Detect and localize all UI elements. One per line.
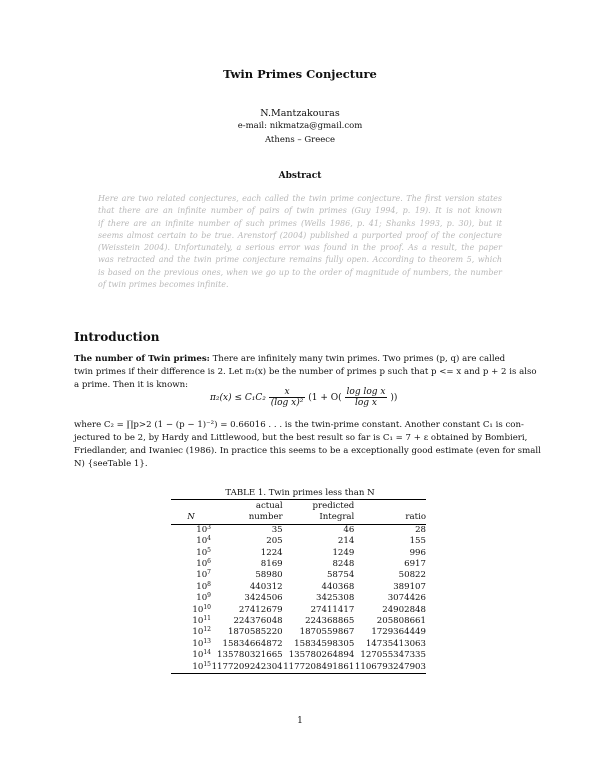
bold-lead: The number of Twin primes:: [74, 354, 210, 364]
power-base: 10: [192, 616, 204, 627]
col-header-actual-1: actual: [255, 501, 283, 511]
power-base: 10: [196, 536, 208, 547]
power-exponent: 7: [207, 569, 211, 577]
abstract-line: that there are an infinite number of pairs of twin primes (Guy 1994, p. 19). It is not known: [98, 206, 502, 216]
fraction: [269, 387, 306, 408]
page-number: 1: [297, 716, 303, 726]
predicted-cell: 135780264894: [288, 650, 355, 661]
predicted-cell: 3425308: [316, 593, 355, 604]
para-text: There are infinitely many twin primes. Two primes (p, q) are called: [209, 354, 506, 364]
abstract-line: (Weisstein 2004). Unfortunately, a serious error was found in the proof. As a result, the paper: [98, 243, 502, 253]
intro-paragraph-2: [74, 419, 541, 471]
power-exponent: 10: [203, 603, 211, 611]
power-base: 10: [196, 524, 208, 535]
power-exponent: 11: [203, 615, 211, 623]
section-heading-introduction: Introduction: [74, 330, 160, 344]
col-header-ratio: ratio: [405, 512, 426, 523]
ratio-cell: 3074426: [387, 593, 426, 604]
actual-cell: 440312: [249, 581, 283, 592]
para-line: Friedlander, and Iwaniec (1986). In practice this seems to be a exceptionally good estimate (even for small: [74, 446, 541, 456]
power-exponent: 6: [207, 558, 211, 566]
predicted-cell: 15834598305: [294, 638, 355, 649]
abstract-heading: Abstract: [278, 171, 322, 181]
ratio-cell: 50822: [398, 570, 426, 581]
n-cell: [171, 524, 211, 536]
para-line: a prime. Then it is known:: [74, 380, 189, 390]
abstract-line: seems almost certain to be true. Arenstorf (2004) published a purported proof of the conjecture: [98, 230, 502, 240]
power-exponent: 13: [203, 637, 211, 645]
ratio-cell: 6917: [404, 559, 426, 570]
power-base: 10: [192, 661, 204, 672]
actual-cell: 1224: [260, 547, 283, 558]
abstract-line: of twin primes becomes infinite.: [98, 280, 229, 290]
formula: [210, 387, 430, 417]
power-base: 10: [196, 559, 208, 570]
ratio-cell: 28: [415, 524, 426, 535]
col-header-predicted-1: predicted: [312, 501, 355, 511]
power-base: 10: [192, 627, 204, 638]
paper-title: Twin Primes Conjecture: [223, 67, 377, 81]
ratio-cell: 127055347335: [360, 650, 426, 661]
actual-cell: 1870585220: [227, 627, 283, 638]
abstract-text: [98, 193, 502, 291]
n-cell: [171, 536, 211, 547]
power-exponent: 12: [203, 626, 211, 634]
actual-cell: 3424506: [244, 593, 283, 604]
actual-cell: 35: [271, 524, 283, 535]
actual-cell: 27412679: [238, 604, 283, 615]
col-header-actual-2: number: [248, 512, 283, 523]
predicted-cell: 440368: [321, 581, 355, 592]
predicted-cell: 1249: [332, 547, 355, 558]
col-header-predicted-2: Integral: [319, 512, 355, 523]
predicted-cell: 58754: [326, 570, 355, 581]
abstract-line: is based on the previous ones, when we go up to the order of magnitude of numbers, the number: [98, 267, 502, 277]
twin-primes-table: [171, 499, 426, 674]
actual-cell: 15834664872: [222, 638, 283, 649]
fraction-numerator: log log x: [346, 387, 386, 397]
power-exponent: 5: [207, 546, 211, 554]
predicted-cell: 27411417: [310, 604, 355, 615]
actual-cell: 205: [266, 536, 283, 547]
para-line: N) {seeTable 1}.: [74, 459, 148, 469]
para-line: where C₂ = ∏p>2 (1 − (p − 1)⁻²) = 0.66016 . . . is the twin-prime constant. Another constant C₁ is con-: [74, 420, 524, 430]
power-base: 10: [192, 638, 204, 649]
fraction-denominator: (log x)²: [270, 398, 304, 408]
power-base: 10: [196, 570, 208, 581]
table-caption: TABLE 1. Twin primes less than N: [225, 488, 375, 498]
predicted-cell: 46: [343, 524, 355, 535]
para-line: twin primes if their difference is 2. Let π₂(x) be the number of primes p such that p <= x and p + 2 is also: [74, 367, 537, 377]
predicted-cell: 8248: [332, 559, 355, 570]
fraction-denominator: log x: [354, 398, 377, 408]
predicted-cell: 1870559867: [299, 627, 355, 638]
abstract-line: was retracted and the twin prime conjecture remains fully open. According to theorem 5, which: [98, 255, 502, 265]
author-name: N.Mantzakouras: [260, 108, 340, 119]
n-cell: [171, 582, 211, 593]
formula-end: )): [390, 393, 398, 403]
n-cell: [171, 570, 211, 581]
fraction-numerator: x: [269, 387, 306, 398]
power-exponent: 15: [203, 660, 211, 668]
power-exponent: 3: [207, 523, 211, 531]
fraction: [345, 387, 388, 408]
actual-cell: 8169: [260, 559, 283, 570]
ratio-cell: 1106793247903: [354, 661, 426, 672]
power-base: 10: [196, 581, 208, 592]
ratio-cell: 389107: [393, 581, 426, 592]
n-cell: [171, 548, 211, 559]
formula-lhs: π₂(x) ≤ C₁C₂: [210, 393, 266, 403]
ratio-cell: 14735413063: [365, 638, 426, 649]
power-base: 10: [196, 593, 208, 604]
n-cell: [171, 662, 211, 674]
ratio-cell: 1729364449: [371, 627, 426, 638]
predicted-cell: 1177208491861: [283, 661, 355, 672]
ratio-cell: 155: [409, 536, 426, 547]
table-row: [171, 662, 426, 674]
power-exponent: 9: [207, 592, 211, 600]
actual-cell: 1177209242304: [211, 661, 283, 672]
ratio-cell: 24902848: [382, 604, 426, 615]
power-base: 10: [192, 650, 204, 661]
actual-cell: 224376048: [233, 616, 283, 627]
actual-cell: 135780321665: [217, 650, 283, 661]
col-header-n: N: [187, 512, 195, 523]
power-base: 10: [192, 604, 204, 615]
abstract-line: if there are an infinite number of such primes (Wells 1986, p. 41; Shanks 1993, p. 30), but it: [98, 218, 502, 228]
actual-cell: 58980: [255, 570, 283, 581]
power-exponent: 14: [203, 649, 211, 657]
n-cell: [171, 559, 211, 570]
power-exponent: 8: [207, 580, 211, 588]
para-line: jectured to be 2, by Hardy and Littlewood, but the best result so far is C₁ = 7 + ε obtained by Bombieri,: [74, 433, 528, 443]
predicted-cell: 214: [337, 536, 355, 547]
predicted-cell: 224368865: [305, 616, 355, 627]
power-exponent: 4: [207, 535, 211, 543]
ratio-cell: 205808661: [376, 616, 426, 627]
author-location: Athens – Greece: [264, 135, 336, 145]
formula-mid: (1 + O(: [308, 393, 342, 403]
ratio-cell: 996: [409, 547, 426, 558]
power-base: 10: [196, 547, 208, 558]
author-email: e-mail: nikmatza@gmail.com: [237, 121, 363, 131]
abstract-line: Here are two related conjectures, each called the twin prime conjecture. The first version states: [98, 194, 502, 203]
